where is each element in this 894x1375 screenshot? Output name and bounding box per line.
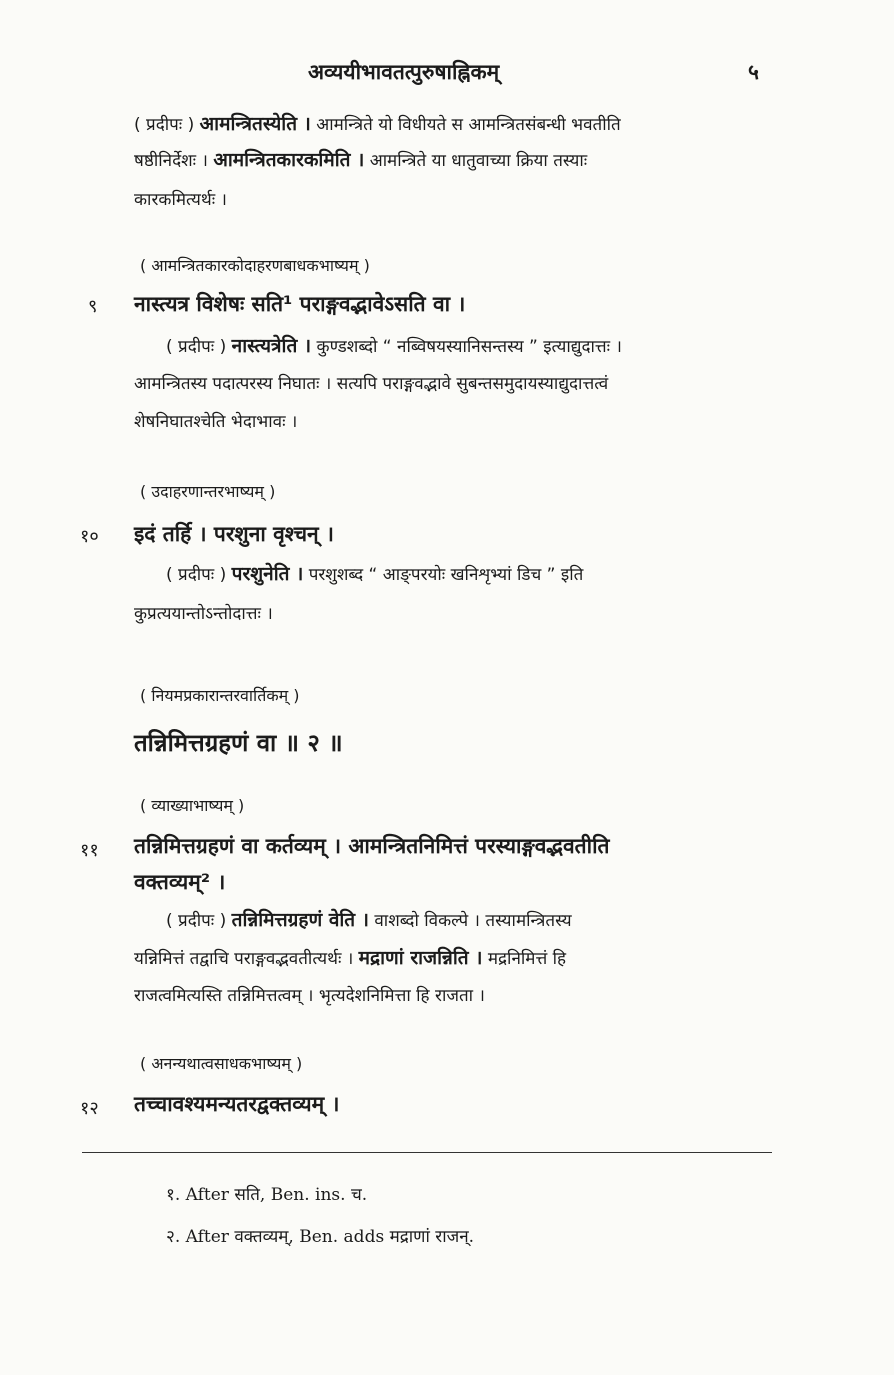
section-number: ९ (88, 296, 98, 317)
commentary-text: कुण्डशब्दो “ नब्विषयस्यानिसन्तस्य ” इत्याद्युदात्तः । (316, 337, 622, 357)
paragraph-line (166, 908, 572, 933)
paragraph-line: शेषनिघातश्चेति भेदाभावः । (134, 412, 298, 432)
bhashya-sutra: तच्चावश्यमन्यतरद्वक्तव्यम् । (134, 1092, 340, 1116)
commentary-text: आमन्त्रिते यो विधीयते स आमन्त्रितसंबन्धी भवतीति (316, 115, 621, 135)
commentary-text: षष्ठीनिर्देशः । (134, 151, 208, 171)
lemma-term: तन्निमित्तग्रहणं वेति । (231, 909, 369, 931)
paragraph-line (166, 562, 583, 587)
bhashya-sutra: तन्निमित्तग्रहणं वा कर्तव्यम् । आमन्त्रितनिमित्तं परस्याङ्गवद्भवतीति (134, 834, 610, 858)
paragraph-line (166, 334, 622, 359)
footnote: २. After वक्तव्यम्, Ben. adds मद्राणां राजन्. (166, 1227, 475, 1247)
commentary-text: वाशब्दो विकल्पे । तस्यामन्त्रितस्य (374, 911, 572, 931)
lemma-term: आमन्त्रितकारकमिति । (213, 149, 365, 171)
vartika-text: तन्निमित्तग्रहणं वा ॥ २ ॥ (134, 729, 343, 757)
lemma-term: आमन्त्रितस्येति । (199, 113, 311, 135)
section-number: १० (80, 526, 99, 547)
lemma-term: नास्त्यत्रेति । (231, 335, 312, 357)
paragraph-line: कुप्रत्ययान्तोऽन्तोदात्तः । (134, 604, 273, 624)
footnote: १. After सति, Ben. ins. च. (166, 1185, 368, 1205)
paragraph-line: राजत्वमित्यस्ति तन्निमित्तत्वम् । भृत्यदेशनिमित्ता हि राजता । (134, 986, 485, 1006)
section-heading: ( उदाहरणान्तरभाष्यम् ) (140, 482, 276, 501)
section-heading: ( व्याख्याभाष्यम् ) (140, 796, 245, 815)
paragraph-line (134, 148, 587, 173)
pradipa-label: ( प्रदीपः ) (166, 337, 227, 357)
paragraph-line: कारकमित्यर्थः । (134, 190, 227, 210)
footnote-divider (82, 1152, 772, 1153)
bhashya-sutra: वक्तव्यम्² । (134, 870, 226, 894)
section-heading: ( नियमप्रकारान्तरवार्तिकम् ) (140, 686, 300, 705)
pradipa-label: ( प्रदीपः ) (166, 911, 227, 931)
lemma-term: परशुनेति । (231, 563, 304, 585)
section-number: १२ (80, 1098, 99, 1119)
commentary-text: मद्रनिमित्तं हि (487, 949, 567, 969)
pradipa-label: ( प्रदीपः ) (166, 565, 227, 585)
page-header-title: अव्ययीभावतत्पुरुषाह्निकम् (308, 60, 500, 84)
commentary-text: आमन्त्रिते या धातुवाच्या क्रिया तस्याः (369, 151, 588, 171)
bhashya-sutra: इदं तर्हि । परशुना वृश्चन् । (134, 522, 334, 546)
commentary-text: यन्निमित्तं तद्वाचि पराङ्गवद्भवतीत्यर्थः । (134, 949, 354, 969)
lemma-term: मद्राणां राजन्निति । (358, 947, 483, 969)
section-heading: ( अनन्यथात्वसाधकभाष्यम् ) (140, 1054, 303, 1073)
paragraph-line (134, 112, 621, 137)
section-heading: ( आमन्त्रितकारकोदाहरणबाधकभाष्यम् ) (140, 256, 370, 275)
commentary-text: परशुशब्द “ आङ्परयोः खनिशृभ्यां डिच ” इति (308, 565, 584, 585)
section-number: ११ (80, 840, 99, 861)
paragraph-line (134, 946, 566, 971)
pradipa-label: ( प्रदीपः ) (134, 115, 195, 135)
bhashya-sutra: नास्त्यत्र विशेषः सति¹ पराङ्गवद्भावेऽसति वा । (134, 292, 466, 316)
paragraph-line: आमन्त्रितस्य पदात्परस्य निघातः । सत्यपि पराङ्गवद्भावे सुबन्तसमुदायस्याद्युदात्तत्वं (134, 374, 609, 394)
page-number: ५ (748, 60, 759, 84)
